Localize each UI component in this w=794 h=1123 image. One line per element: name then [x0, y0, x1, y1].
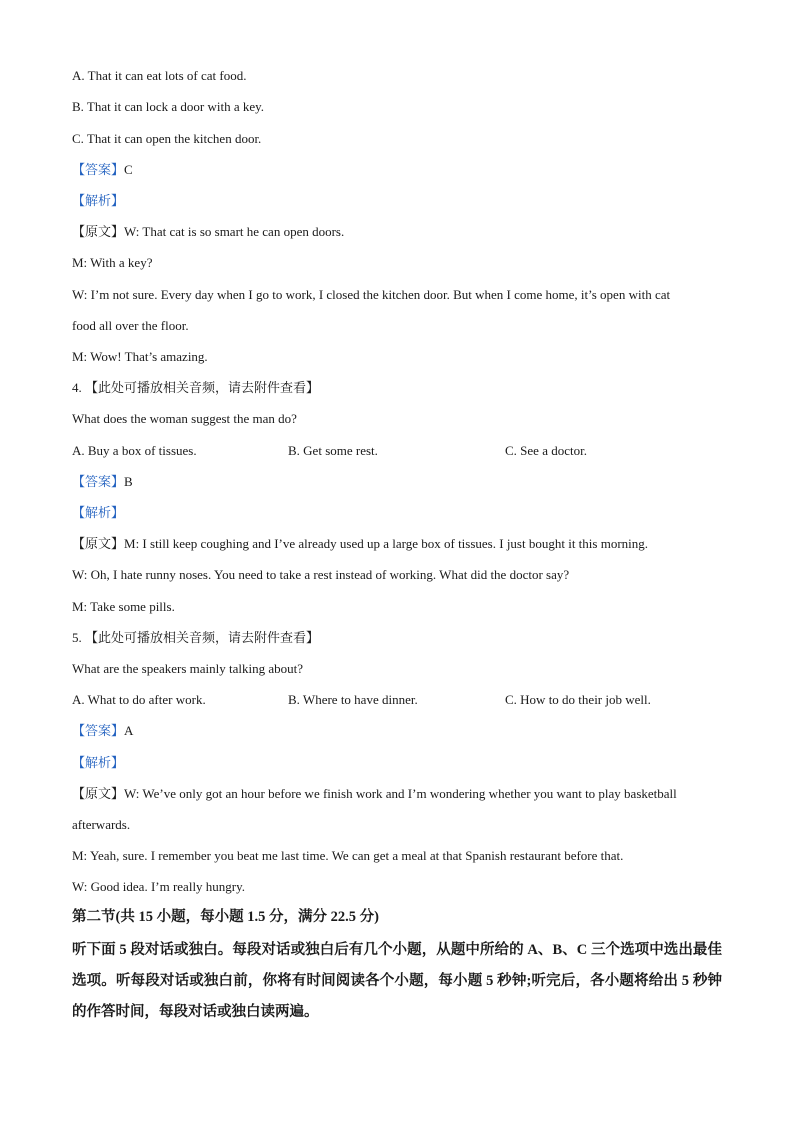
q5-option-b: B. Where to have dinner. [288, 692, 418, 707]
answer-value: B [124, 474, 133, 489]
q4-transcript-line-2: W: Oh, I hate runny noses. You need to take a rest instead of working. What did the doctor say? [72, 567, 570, 582]
transcript-text: W: That cat is so smart he can open doors. [124, 224, 345, 239]
q3-transcript-line-2: M: With a key? [72, 255, 153, 270]
q5-question: What are the speakers mainly talking about? [72, 661, 304, 676]
q4-option-c: C. See a doctor. [505, 443, 587, 458]
analysis-tag: 【解析】 [72, 505, 125, 520]
q4-option-a: A. Buy a box of tissues. [72, 443, 197, 458]
section2-heading: 第二节(共 15 小题，每小题 1.5 分，满分 22.5 分) [72, 909, 379, 925]
q3-answer [72, 161, 734, 179]
q3-transcript-line-5: M: Wow! That’s amazing. [72, 349, 208, 364]
section2-instructions: 听下面 5 段对话或独白。每段对话或独白后有几个小题，从题中所给的 A、B、C 三个选项中选出最佳选项。听每段对话或独白前，你将有时间阅读各个小题，每小题 5 秒钟;听完后，各小题将给出 5 秒钟的作答时间，每段对话或独白读两遍。 [72, 942, 722, 1020]
answer-tag: 【答案】 [72, 723, 125, 738]
q4-transcript-line-3: M: Take some pills. [72, 599, 175, 614]
q3-transcript-line-3: W: I’m not sure. Every day when I go to work, I closed the kitchen door. But when I come home, it’s open with cat [72, 287, 671, 302]
q5-heading: 5. 【此处可播放相关音频，请去附件查看】 [72, 630, 320, 645]
transcript-tag: 【原文】 [72, 786, 125, 801]
q3-transcript-line-4: food all over the floor. [72, 318, 189, 333]
q4-answer [72, 473, 734, 491]
q5-transcript-line-4: W: Good idea. I’m really hungry. [72, 879, 246, 894]
q3-analysis [72, 192, 734, 210]
answer-value: C [124, 162, 133, 177]
q5-transcript-line-1 [72, 785, 734, 803]
transcript-tag: 【原文】 [72, 224, 125, 239]
answer-tag: 【答案】 [72, 474, 125, 489]
q3-option-b: B. That it can lock a door with a key. [72, 99, 265, 114]
q4-option-b: B. Get some rest. [288, 443, 378, 458]
q4-transcript-line-1 [72, 535, 734, 553]
q3-transcript-line-1 [72, 223, 734, 241]
q5-option-c: C. How to do their job well. [505, 692, 651, 707]
q4-question: What does the woman suggest the man do? [72, 411, 297, 426]
q5-transcript-line-3: M: Yeah, sure. I remember you beat me last time. We can get a meal at that Spanish restaurant before that. [72, 848, 624, 863]
q5-analysis [72, 754, 734, 772]
transcript-text: W: We’ve only got an hour before we finish work and I’m wondering whether you want to play basketball [124, 786, 677, 801]
q3-option-c: C. That it can open the kitchen door. [72, 131, 262, 146]
transcript-text: M: I still keep coughing and I’ve already used up a large box of tissues. I just bought it this morning. [124, 536, 649, 551]
q5-transcript-line-2: afterwards. [72, 817, 131, 832]
q5-option-a: A. What to do after work. [72, 692, 206, 707]
q5-answer [72, 722, 734, 740]
analysis-tag: 【解析】 [72, 193, 125, 208]
q4-analysis [72, 504, 734, 522]
transcript-tag: 【原文】 [72, 536, 125, 551]
q3-option-a: A. That it can eat lots of cat food. [72, 68, 247, 83]
answer-tag: 【答案】 [72, 162, 125, 177]
q4-heading: 4. 【此处可播放相关音频，请去附件查看】 [72, 380, 320, 395]
analysis-tag: 【解析】 [72, 755, 125, 770]
answer-value: A [124, 723, 134, 738]
